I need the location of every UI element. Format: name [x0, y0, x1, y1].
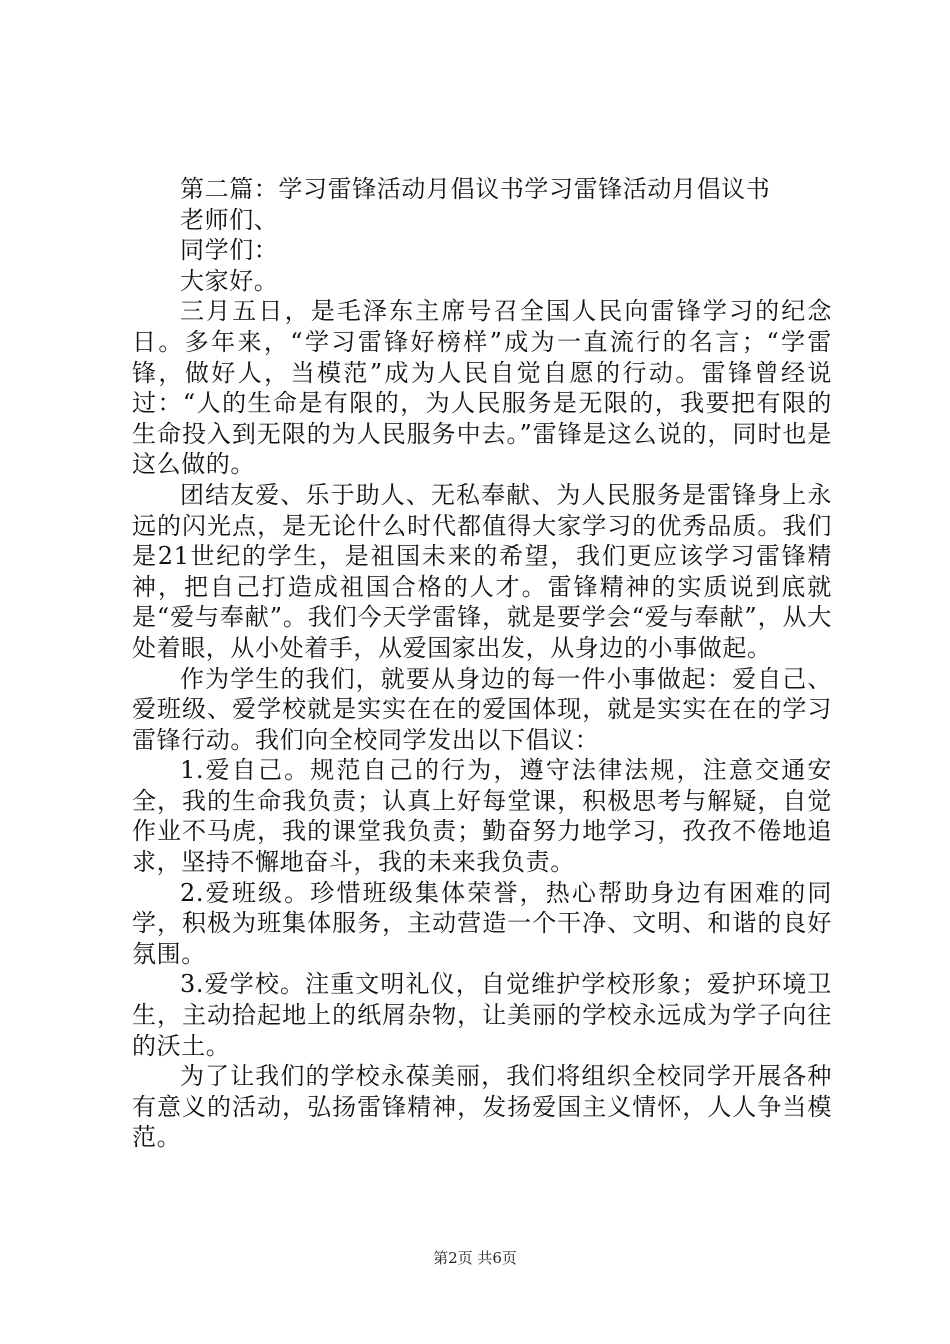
proposal-item-2: 2.爱班级。珍惜班级集体荣誉，热心帮助身边有困难的同学，积极为班集体服务，主动营造一个干净、文明、和谐的良好氛围。 — [132, 878, 832, 968]
document-body — [132, 174, 832, 1153]
greeting: 大家好。 — [180, 266, 279, 295]
paragraph-intro: 三月五日，是毛泽东主席号召全国人民向雷锋学习的纪念日。多年来，“学习雷锋好榜样”成为一直流行的名言；“学雷锋，做好人，当模范”成为人民自觉自愿的行动。雷锋曾经说过：“人的生命是有限的，为人民服务是无限的，我要把有限的生命投入到无限的为人民服务中去。”雷锋是这么说的，同时也是这么做的。 — [132, 297, 832, 479]
paragraph-closing: 为了让我们的学校永葆美丽，我们将组织全校同学开展各种有意义的活动，弘扬雷锋精神，发扬爱国主义情怀，人人争当模范。 — [132, 1062, 832, 1152]
page-number-footer: 第2页 共6页 — [433, 1249, 517, 1267]
proposal-item-3: 3.爱学校。注重文明礼仪，自觉维护学校形象；爱护环境卫生，主动拾起地上的纸屑杂物，让美丽的学校永远成为学子向往的沃土。 — [132, 970, 832, 1060]
proposal-item-1: 1.爱自己。规范自己的行为，遵守法律法规，注意交通安全，我的生命我负责；认真上好每堂课，积极思考与解疑，自觉作业不马虎，我的课堂我负责；勤奋努力地学习，孜孜不倦地追求，坚持不懈地奋斗，我的未来我负责。 — [132, 756, 832, 877]
salutation-teachers: 老师们、 — [180, 205, 279, 234]
paragraph-call: 作为学生的我们，就要从身边的每一件小事做起：爱自己、爱班级、爱学校就是实实在在的爱国体现，就是实实在在的学习雷锋行动。我们向全校同学发出以下倡议： — [132, 664, 832, 754]
section-title: 第二篇：学习雷锋活动月倡议书学习雷锋活动月倡议书 — [180, 175, 771, 203]
paragraph-spirit: 团结友爱、乐于助人、无私奉献、为人民服务是雷锋身上永远的闪光点，是无论什么时代都值得大家学习的优秀品质。我们是21世纪的学生，是祖国未来的希望，我们更应该学习雷锋精神，把自己打造成祖国合格的人才。雷锋精神的实质说到底就是“爱与奉献”。我们今天学雷锋，就是要学会“爱与奉献”，从大处着眼，从小处着手，从爱国家出发，从身边的小事做起。 — [132, 480, 832, 662]
salutation-students: 同学们： — [180, 236, 279, 265]
